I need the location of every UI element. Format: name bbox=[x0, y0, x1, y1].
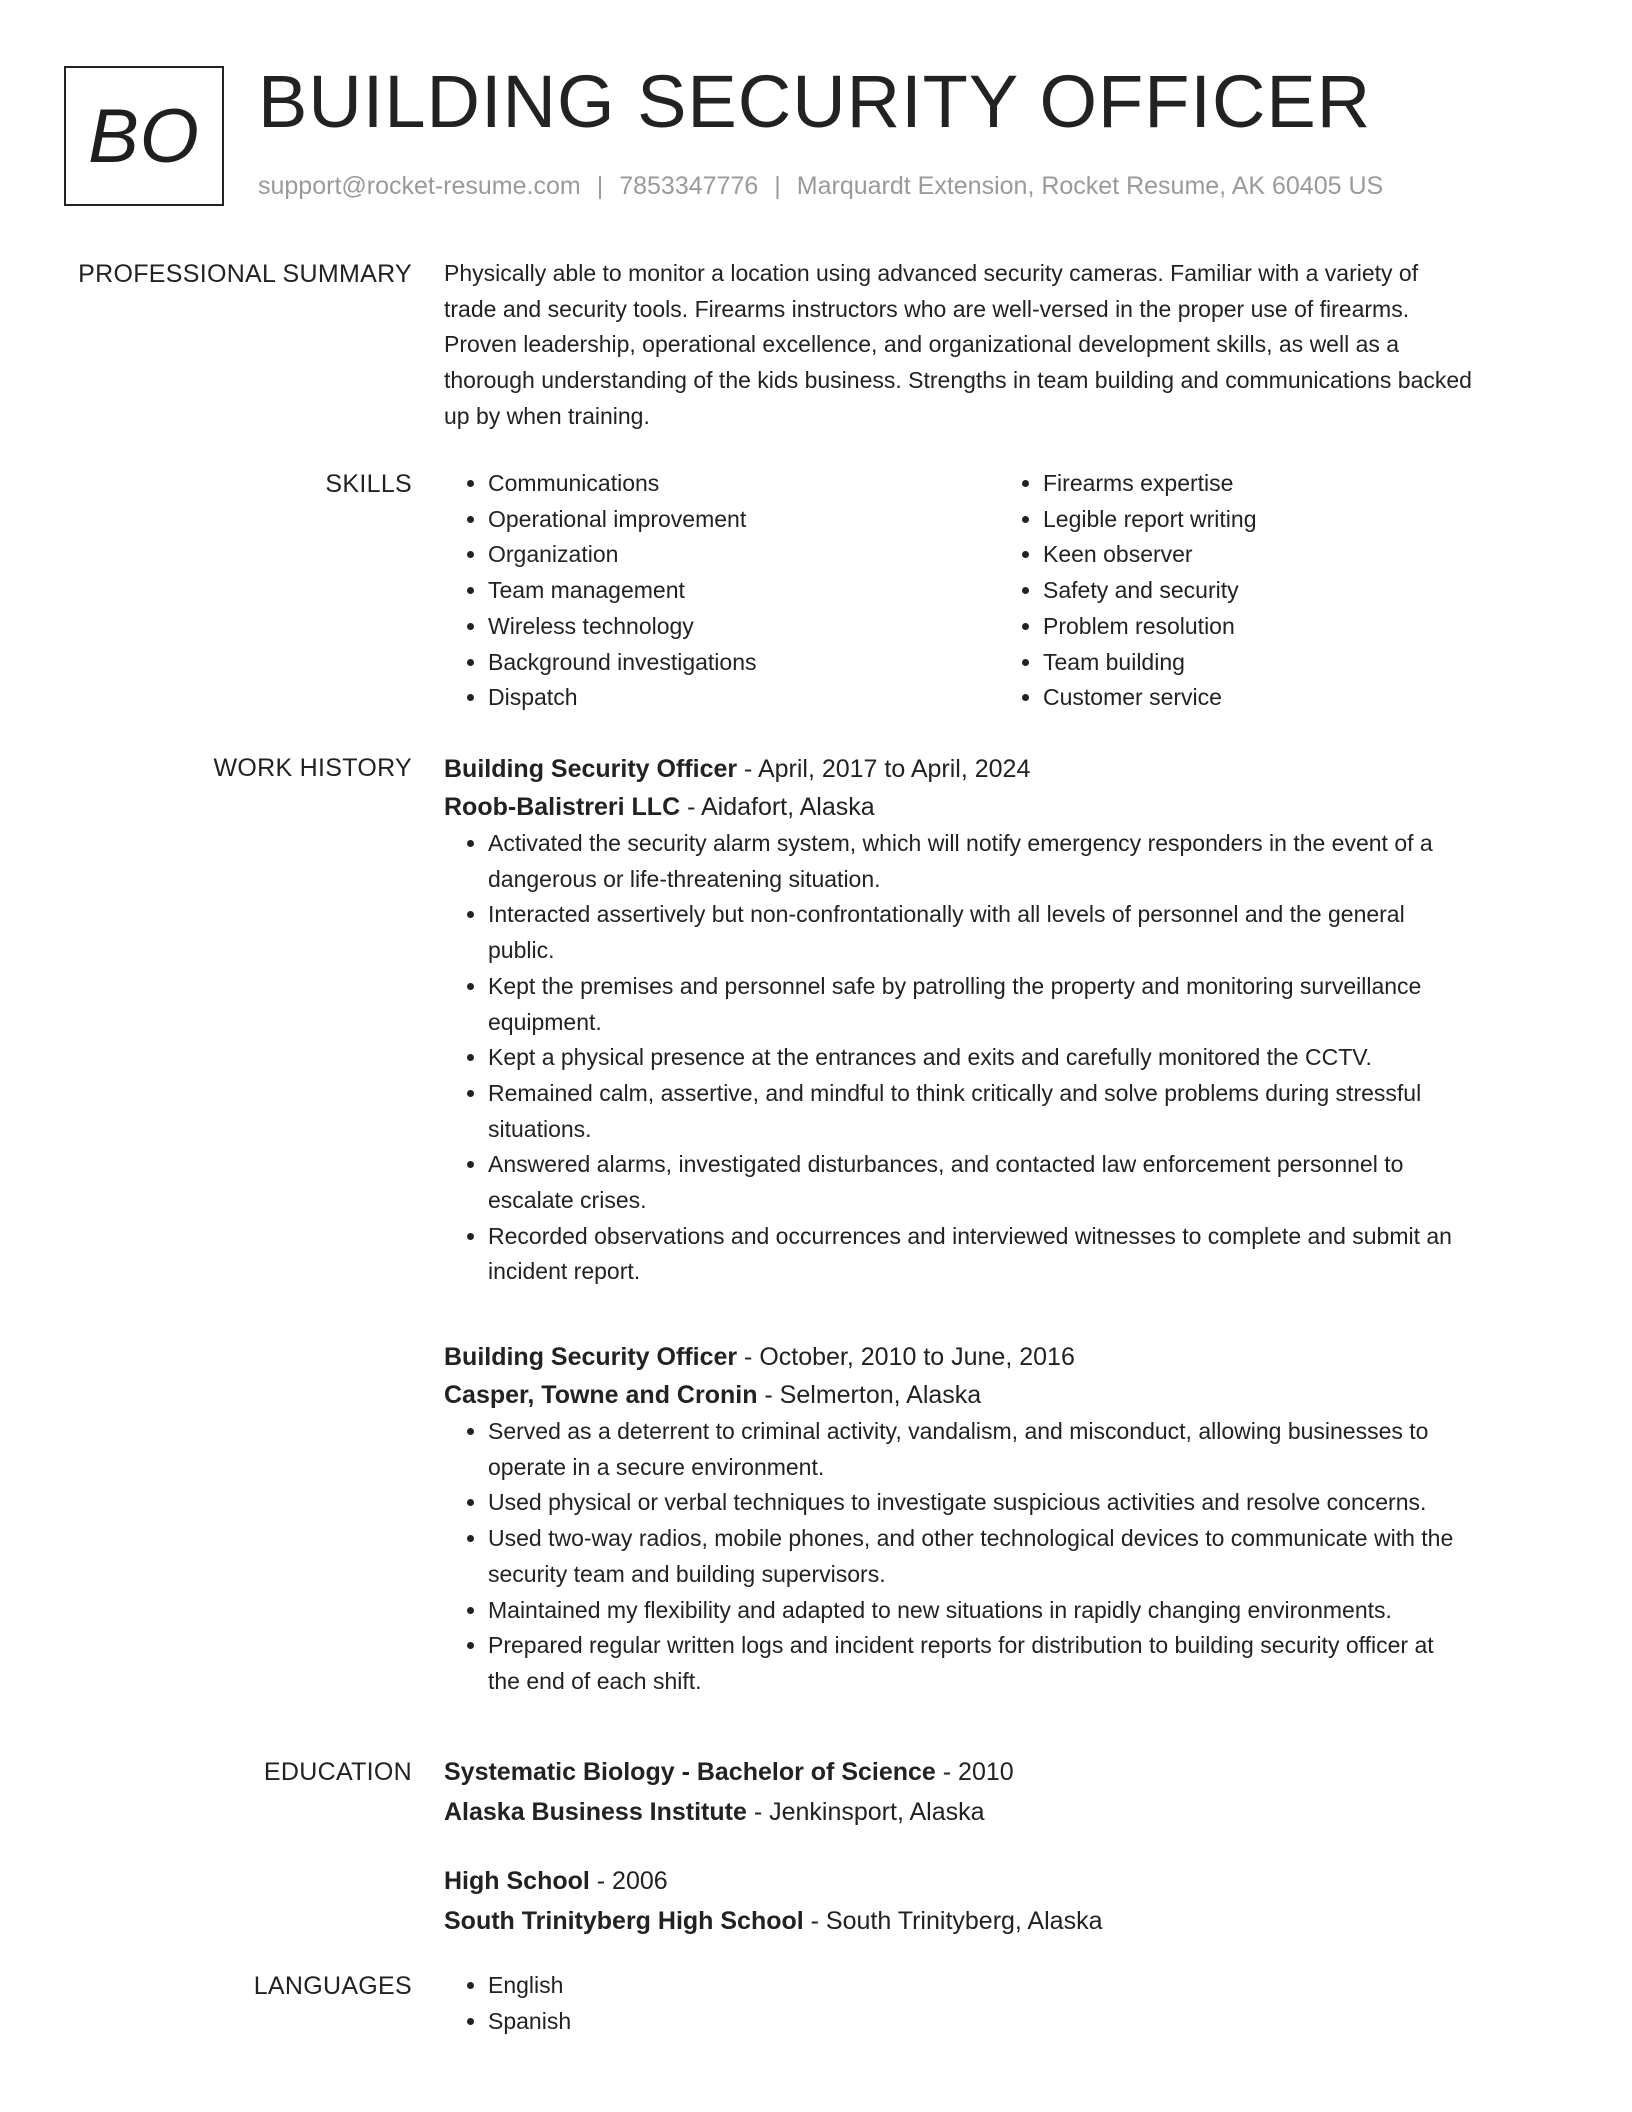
school-location: - South Trinityberg, Alaska bbox=[803, 1907, 1103, 1935]
section-label: EDUCATION bbox=[263, 1758, 412, 1786]
summary-text bbox=[444, 256, 1554, 435]
education-entry bbox=[444, 1861, 1554, 1941]
degree-line bbox=[444, 1861, 1554, 1901]
education-entry bbox=[444, 1752, 1554, 1832]
job-bullets bbox=[444, 1414, 1554, 1700]
list-item: • Firearms expertise bbox=[1043, 466, 1554, 502]
summary-line: up by when training. bbox=[444, 402, 650, 429]
degree-year: - 2010 bbox=[935, 1758, 1014, 1786]
job-title-line bbox=[444, 1338, 1554, 1376]
email-link[interactable]: support@rocket-resume.com bbox=[258, 172, 581, 200]
section-label: WORK HISTORY bbox=[213, 754, 412, 782]
list-item: • Wireless technology bbox=[488, 609, 999, 645]
page-title: BUILDING SECURITY OFFICER bbox=[258, 60, 1372, 143]
degree-line bbox=[444, 1752, 1554, 1792]
school-line bbox=[444, 1792, 1554, 1832]
list-item: • Answered alarms, investigated disturbances, and contacted law enforcement personnel to escalate crises. bbox=[488, 1147, 1554, 1218]
list-item: • Spanish bbox=[488, 2004, 1554, 2040]
phone-number: 7853347776 bbox=[619, 172, 759, 200]
skills-list-right bbox=[999, 466, 1554, 716]
list-item: • Kept a physical presence at the entrances and exits and carefully monitored the CCTV. bbox=[488, 1040, 1554, 1076]
section-label: SKILLS bbox=[325, 470, 412, 498]
contact-line bbox=[258, 172, 1383, 201]
degree-year: - 2006 bbox=[589, 1867, 668, 1895]
list-item: • Kept the premises and personnel safe by patrolling the property and monitoring surveillance equipment. bbox=[488, 969, 1554, 1040]
school-location: - Jenkinsport, Alaska bbox=[746, 1798, 985, 1826]
list-item: • English bbox=[488, 1968, 1554, 2004]
list-item: • Organization bbox=[488, 537, 999, 573]
degree: High School bbox=[444, 1867, 590, 1895]
separator: | bbox=[596, 172, 604, 200]
list-item: • Activated the security alarm system, which will notify emergency responders in the event of a dangerous or life-threatening situation. bbox=[488, 826, 1554, 897]
list-item: • Communications bbox=[488, 466, 999, 502]
languages-list-wrap bbox=[444, 1968, 1554, 2039]
monogram: BO bbox=[64, 66, 224, 206]
company-location: - Selmerton, Alaska bbox=[757, 1381, 982, 1409]
job-dates: - October, 2010 to June, 2016 bbox=[737, 1343, 1075, 1371]
list-item: • Customer service bbox=[1043, 680, 1554, 716]
list-item: • Keen observer bbox=[1043, 537, 1554, 573]
company-location: - Aidafort, Alaska bbox=[680, 793, 875, 821]
company-name: Roob-Balistreri LLC bbox=[444, 793, 681, 821]
job-dates: - April, 2017 to April, 2024 bbox=[737, 755, 1031, 783]
list-item: • Interacted assertively but non-confrontationally with all levels of personnel and the general public. bbox=[488, 897, 1554, 968]
list-item: • Maintained my flexibility and adapted to new situations in rapidly changing environments. bbox=[488, 1593, 1554, 1629]
languages-list bbox=[444, 1968, 1554, 2039]
list-item: • Team building bbox=[1043, 645, 1554, 681]
summary-line: Proven leadership, operational excellence, and organizational development skills, as well as a bbox=[444, 331, 1400, 358]
list-item: • Problem resolution bbox=[1043, 609, 1554, 645]
job-title: Building Security Officer bbox=[444, 755, 738, 783]
degree: Systematic Biology - Bachelor of Science bbox=[444, 1758, 936, 1786]
school-name: South Trinityberg High School bbox=[444, 1907, 804, 1935]
list-item: • Legible report writing bbox=[1043, 502, 1554, 538]
job-bullets bbox=[444, 826, 1554, 1290]
job-entry bbox=[444, 750, 1554, 1290]
job-title: Building Security Officer bbox=[444, 1343, 738, 1371]
company-line bbox=[444, 788, 1554, 826]
job-entry bbox=[444, 1338, 1554, 1700]
list-item: • Prepared regular written logs and incident reports for distribution to building security officer at the end of each shift. bbox=[488, 1628, 1554, 1699]
list-item: • Remained calm, assertive, and mindful to think critically and solve problems during stressful situations. bbox=[488, 1076, 1554, 1147]
list-item: • Safety and security bbox=[1043, 573, 1554, 609]
summary-line: thorough understanding of the kids business. Strengths in team building and communications backed bbox=[444, 367, 1472, 394]
list-item: • Used physical or verbal techniques to investigate suspicious activities and resolve concerns. bbox=[488, 1485, 1554, 1521]
school-name: Alaska Business Institute bbox=[444, 1798, 747, 1826]
list-item: • Operational improvement bbox=[488, 502, 999, 538]
summary-line: trade and security tools. Firearms instructors who are well-versed in the proper use of firearms. bbox=[444, 295, 1410, 322]
separator: | bbox=[774, 172, 781, 200]
list-item: • Used two-way radios, mobile phones, and other technological devices to communicate with the security team and building supervisors. bbox=[488, 1521, 1554, 1592]
job-title-line bbox=[444, 750, 1554, 788]
address: Marquardt Extension, Rocket Resume, AK 60405 US bbox=[796, 172, 1384, 200]
skills-list-left bbox=[444, 466, 999, 716]
skills-columns bbox=[444, 466, 1554, 716]
list-item: • Served as a deterrent to criminal activity, vandalism, and misconduct, allowing businesses to operate in a secure environment. bbox=[488, 1414, 1554, 1485]
list-item: • Recorded observations and occurrences and interviewed witnesses to complete and submit an incident report. bbox=[488, 1219, 1554, 1290]
company-line bbox=[444, 1376, 1554, 1414]
company-name: Casper, Towne and Cronin bbox=[444, 1381, 758, 1409]
list-item: • Dispatch bbox=[488, 680, 999, 716]
section-label: LANGUAGES bbox=[253, 1972, 412, 2000]
school-line bbox=[444, 1901, 1554, 1941]
list-item: • Background investigations bbox=[488, 645, 999, 681]
summary-line: Physically able to monitor a location using advanced security cameras. Familiar with a variety of bbox=[444, 260, 1419, 286]
section-label: PROFESSIONAL SUMMARY bbox=[78, 260, 412, 288]
list-item: • Team management bbox=[488, 573, 999, 609]
